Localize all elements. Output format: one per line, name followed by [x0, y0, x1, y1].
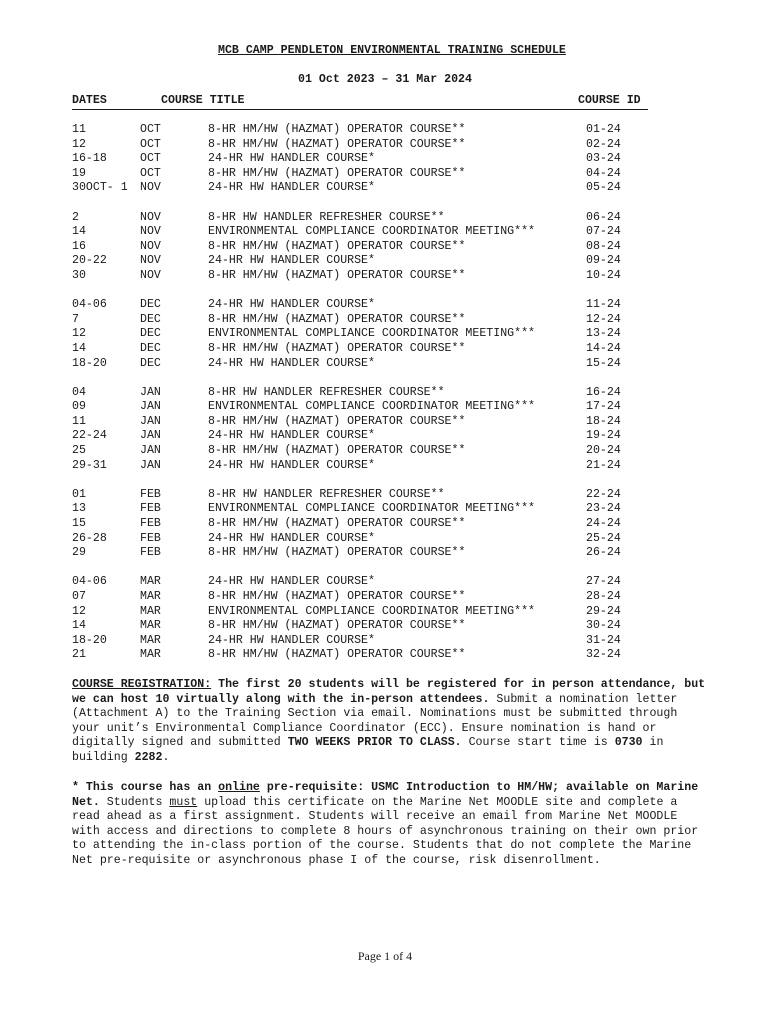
- schedule-row: [72, 648, 672, 663]
- group-spacer: [72, 473, 672, 488]
- row-course-id: 03-24: [586, 152, 621, 166]
- row-date: 12: [72, 604, 86, 618]
- schedule-row: [72, 634, 672, 649]
- row-month: FEB: [140, 531, 161, 545]
- row-date: 30OCT- 1: [72, 181, 128, 195]
- row-course-title: 8-HR HM/HW (HAZMAT) OPERATOR COURSE**: [208, 166, 466, 180]
- group-spacer: [72, 284, 672, 299]
- row-month: DEC: [140, 327, 161, 341]
- row-course-title: ENVIRONMENTAL COMPLIANCE COORDINATOR MEETING***: [208, 225, 535, 239]
- row-month: DEC: [140, 356, 161, 370]
- row-course-id: 20-24: [586, 444, 621, 458]
- prereq-bold-1: * This course has an: [72, 781, 219, 794]
- schedule-row: [72, 254, 672, 269]
- registration-text-4: .: [162, 750, 170, 764]
- schedule-row: [72, 590, 672, 605]
- row-course-title: 8-HR HM/HW (HAZMAT) OPERATOR COURSE**: [208, 619, 466, 633]
- row-date: 14: [72, 619, 86, 633]
- row-course-title: 8-HR HM/HW (HAZMAT) OPERATOR COURSE**: [208, 312, 466, 326]
- row-month: JAN: [140, 429, 161, 443]
- row-course-id: 02-24: [586, 137, 621, 151]
- row-course-id: 04-24: [586, 166, 621, 180]
- group-spacer: [72, 196, 672, 211]
- row-course-title: 8-HR HM/HW (HAZMAT) OPERATOR COURSE**: [208, 123, 466, 136]
- row-course-title: 8-HR HM/HW (HAZMAT) OPERATOR COURSE**: [208, 648, 466, 662]
- row-course-title: ENVIRONMENTAL COMPLIANCE COORDINATOR MEETING***: [208, 400, 535, 414]
- row-date: 04-06: [72, 575, 107, 589]
- row-month: DEC: [140, 341, 161, 355]
- row-month: OCT: [140, 152, 161, 166]
- schedule-row: [72, 546, 672, 561]
- row-course-id: 05-24: [586, 181, 621, 195]
- row-month: MAR: [140, 619, 161, 633]
- row-date: 07: [72, 590, 86, 603]
- row-course-id: 25-24: [586, 531, 621, 545]
- row-month: JAN: [140, 400, 161, 414]
- row-date: 20-22: [72, 254, 107, 268]
- schedule-row: [72, 605, 672, 620]
- schedule-row: [72, 327, 672, 342]
- schedule-row: [72, 575, 672, 590]
- row-course-id: 29-24: [586, 604, 621, 618]
- group-spacer: [72, 371, 672, 386]
- row-date: 26-28: [72, 531, 107, 545]
- row-date: 7: [72, 312, 79, 326]
- row-month: JAN: [140, 385, 161, 399]
- prereq-bold-2: pre-requisite: USMC Introduction to HM/HW; available on Marine Net.: [72, 781, 699, 809]
- schedule-row: [72, 342, 672, 357]
- row-date: 15: [72, 517, 86, 531]
- row-course-id: 28-24: [586, 590, 621, 603]
- row-course-title: 24-HR HW HANDLER COURSE*: [208, 356, 375, 370]
- schedule-row: [72, 181, 672, 196]
- registration-bold-text: The first 20 students will be registered for in person attendance, but we can host 10 virtually along with the in-person attendees.: [72, 678, 706, 706]
- row-course-id: 01-24: [586, 123, 621, 136]
- course-registration-paragraph: [72, 678, 712, 766]
- schedule-row: [72, 152, 672, 167]
- row-month: NOV: [140, 254, 161, 268]
- row-course-id: 27-24: [586, 575, 621, 589]
- row-course-id: 11-24: [586, 298, 621, 312]
- row-course-title: ENVIRONMENTAL COMPLIANCE COORDINATOR MEETING***: [208, 327, 535, 341]
- row-course-title: 24-HR HW HANDLER COURSE*: [208, 429, 375, 443]
- registration-label: COURSE REGISTRATION:: [72, 678, 212, 691]
- row-month: OCT: [140, 137, 161, 151]
- row-month: MAR: [140, 648, 161, 662]
- schedule-row: [72, 619, 672, 634]
- schedule-row: [72, 400, 672, 415]
- row-date: 22-24: [72, 429, 107, 443]
- row-date: 04: [72, 385, 86, 399]
- row-date: 14: [72, 225, 86, 239]
- row-month: OCT: [140, 166, 161, 180]
- row-date: 16-18: [72, 152, 107, 166]
- schedule-header: [72, 94, 648, 110]
- prereq-online: online: [218, 781, 260, 794]
- row-month: OCT: [140, 123, 161, 136]
- row-course-id: 08-24: [586, 239, 621, 253]
- schedule-row: [72, 444, 672, 459]
- row-course-title: 8-HR HM/HW (HAZMAT) OPERATOR COURSE**: [208, 590, 466, 603]
- row-date: 16: [72, 239, 86, 253]
- row-date: 04-06: [72, 298, 107, 312]
- registration-time: 0730: [614, 736, 643, 750]
- row-course-id: 07-24: [586, 225, 621, 239]
- row-month: FEB: [140, 517, 161, 531]
- row-date: 12: [72, 137, 86, 151]
- row-month: NOV: [140, 239, 161, 253]
- schedule-row: [72, 211, 672, 226]
- header-course-id: COURSE ID: [578, 94, 641, 107]
- schedule-row: [72, 225, 672, 240]
- row-date: 29-31: [72, 458, 107, 472]
- row-course-title: 8-HR HM/HW (HAZMAT) OPERATOR COURSE**: [208, 268, 466, 282]
- schedule-row: [72, 357, 672, 372]
- row-course-id: 10-24: [586, 268, 621, 282]
- row-date: 25: [72, 444, 86, 458]
- row-course-id: 14-24: [586, 341, 621, 355]
- schedule-row: [72, 167, 672, 182]
- group-spacer: [72, 561, 672, 576]
- row-course-title: 24-HR HW HANDLER COURSE*: [208, 633, 375, 647]
- row-date: 29: [72, 546, 86, 560]
- row-course-title: 24-HR HW HANDLER COURSE*: [208, 181, 375, 195]
- title-line-1: MCB CAMP PENDLETON ENVIRONMENTAL TRAINING SCHEDULE: [218, 43, 566, 57]
- schedule-row: [72, 502, 672, 517]
- row-course-id: 16-24: [586, 385, 621, 399]
- row-course-id: 24-24: [586, 517, 621, 531]
- row-course-title: 8-HR HM/HW (HAZMAT) OPERATOR COURSE**: [208, 517, 466, 531]
- registration-text-1: Submit a nomination letter (Attachment A) to the Training Section via email. Nominations must be submitted through your unit’s Environmental Compliance Coordinator (ECC). Ensure nomination is hand or digitally signed and submitted: [72, 692, 678, 750]
- row-month: JAN: [140, 414, 161, 428]
- prereq-must: must: [169, 795, 198, 809]
- header-dates: DATES: [72, 94, 107, 107]
- row-course-id: 32-24: [586, 648, 621, 662]
- prerequisite-note-paragraph: [72, 781, 712, 869]
- row-course-id: 15-24: [586, 356, 621, 370]
- row-month: DEC: [140, 298, 161, 312]
- row-month: JAN: [140, 444, 161, 458]
- schedule-row: [72, 517, 672, 532]
- row-month: FEB: [140, 502, 161, 516]
- row-course-title: 8-HR HM/HW (HAZMAT) OPERATOR COURSE**: [208, 239, 466, 253]
- row-date: 01: [72, 487, 86, 501]
- row-course-title: 8-HR HW HANDLER REFRESHER COURSE**: [208, 385, 445, 399]
- row-date: 2: [72, 210, 79, 224]
- row-course-title: ENVIRONMENTAL COMPLIANCE COORDINATOR MEETING***: [208, 604, 535, 618]
- row-month: NOV: [140, 181, 161, 195]
- row-course-id: 22-24: [586, 487, 621, 501]
- row-date: 30: [72, 268, 86, 282]
- schedule-row: [72, 532, 672, 547]
- prereq-text-1: Students: [99, 795, 170, 809]
- row-course-title: 8-HR HM/HW (HAZMAT) OPERATOR COURSE**: [208, 546, 466, 560]
- row-course-id: 21-24: [586, 458, 621, 472]
- row-course-id: 17-24: [586, 400, 621, 414]
- row-course-title: 24-HR HW HANDLER COURSE*: [208, 298, 375, 312]
- row-course-id: 26-24: [586, 546, 621, 560]
- row-month: MAR: [140, 633, 161, 647]
- schedule-row: [72, 415, 672, 430]
- schedule-row: [72, 240, 672, 255]
- document-title: [0, 29, 770, 102]
- schedule-table: [72, 123, 672, 663]
- registration-deadline: TWO WEEKS PRIOR TO CLASS.: [287, 736, 462, 750]
- row-course-title: 8-HR HM/HW (HAZMAT) OPERATOR COURSE**: [208, 444, 466, 458]
- row-date: 12: [72, 327, 86, 341]
- schedule-row: [72, 459, 672, 474]
- row-month: MAR: [140, 575, 161, 589]
- registration-building: 2282: [134, 750, 163, 764]
- schedule-row: [72, 123, 672, 138]
- schedule-row: [72, 488, 672, 503]
- row-date: 09: [72, 400, 86, 414]
- row-course-id: 13-24: [586, 327, 621, 341]
- row-date: 11: [72, 414, 86, 428]
- row-date: 18-20: [72, 633, 107, 647]
- schedule-row: [72, 429, 672, 444]
- row-course-id: 23-24: [586, 502, 621, 516]
- row-course-title: 8-HR HM/HW (HAZMAT) OPERATOR COURSE**: [208, 414, 466, 428]
- row-course-id: 12-24: [586, 312, 621, 326]
- row-month: NOV: [140, 268, 161, 282]
- row-course-title: 24-HR HW HANDLER COURSE*: [208, 575, 375, 589]
- row-date: 11: [72, 123, 86, 136]
- row-course-id: 30-24: [586, 619, 621, 633]
- row-month: MAR: [140, 604, 161, 618]
- title-date-range: 01 Oct 2023 – 31 Mar 2024: [298, 72, 472, 86]
- row-course-id: 09-24: [586, 254, 621, 268]
- row-date: 19: [72, 166, 86, 180]
- schedule-row: [72, 138, 672, 153]
- row-date: 14: [72, 341, 86, 355]
- row-month: JAN: [140, 458, 161, 472]
- row-date: 13: [72, 502, 86, 516]
- row-date: 21: [72, 648, 86, 662]
- prereq-text-2: upload this certificate on the Marine Net MOODLE site and complete a read ahead as a first assignment. Students will receive an email from Marine Net MOODLE with access and directions to complete 8 hours of asynchronous training on their own prior to attending the in-class portion of the course. Students that do not complete the Marine Net pre-requisite or asynchronous phase I of the course, risk disenrollment.: [72, 795, 699, 867]
- row-course-id: 31-24: [586, 633, 621, 647]
- schedule-row: [72, 298, 672, 313]
- page-number: Page 1 of 4: [357, 949, 413, 963]
- row-month: FEB: [140, 546, 161, 560]
- row-month: DEC: [140, 312, 161, 326]
- row-course-id: 18-24: [586, 414, 621, 428]
- registration-text-2: Course start time is: [461, 736, 615, 750]
- row-course-title: 8-HR HW HANDLER REFRESHER COURSE**: [208, 210, 445, 224]
- row-month: NOV: [140, 210, 161, 224]
- header-course-title: COURSE TITLE: [161, 94, 245, 107]
- row-course-id: 19-24: [586, 429, 621, 443]
- row-course-title: 8-HR HM/HW (HAZMAT) OPERATOR COURSE**: [208, 341, 466, 355]
- schedule-row: [72, 386, 672, 401]
- row-course-title: 24-HR HW HANDLER COURSE*: [208, 152, 375, 166]
- row-course-title: 24-HR HW HANDLER COURSE*: [208, 254, 375, 268]
- row-course-id: 06-24: [586, 210, 621, 224]
- row-course-title: 8-HR HW HANDLER REFRESHER COURSE**: [208, 487, 445, 501]
- schedule-row: [72, 313, 672, 328]
- row-month: FEB: [140, 487, 161, 501]
- schedule-row: [72, 269, 672, 284]
- registration-text-3: in building: [72, 736, 664, 764]
- row-month: NOV: [140, 225, 161, 239]
- row-date: 18-20: [72, 356, 107, 370]
- row-course-title: 8-HR HM/HW (HAZMAT) OPERATOR COURSE**: [208, 137, 466, 151]
- row-course-title: 24-HR HW HANDLER COURSE*: [208, 458, 375, 472]
- row-course-title: 24-HR HW HANDLER COURSE*: [208, 531, 375, 545]
- row-month: MAR: [140, 590, 161, 603]
- row-course-title: ENVIRONMENTAL COMPLIANCE COORDINATOR MEETING***: [208, 502, 535, 516]
